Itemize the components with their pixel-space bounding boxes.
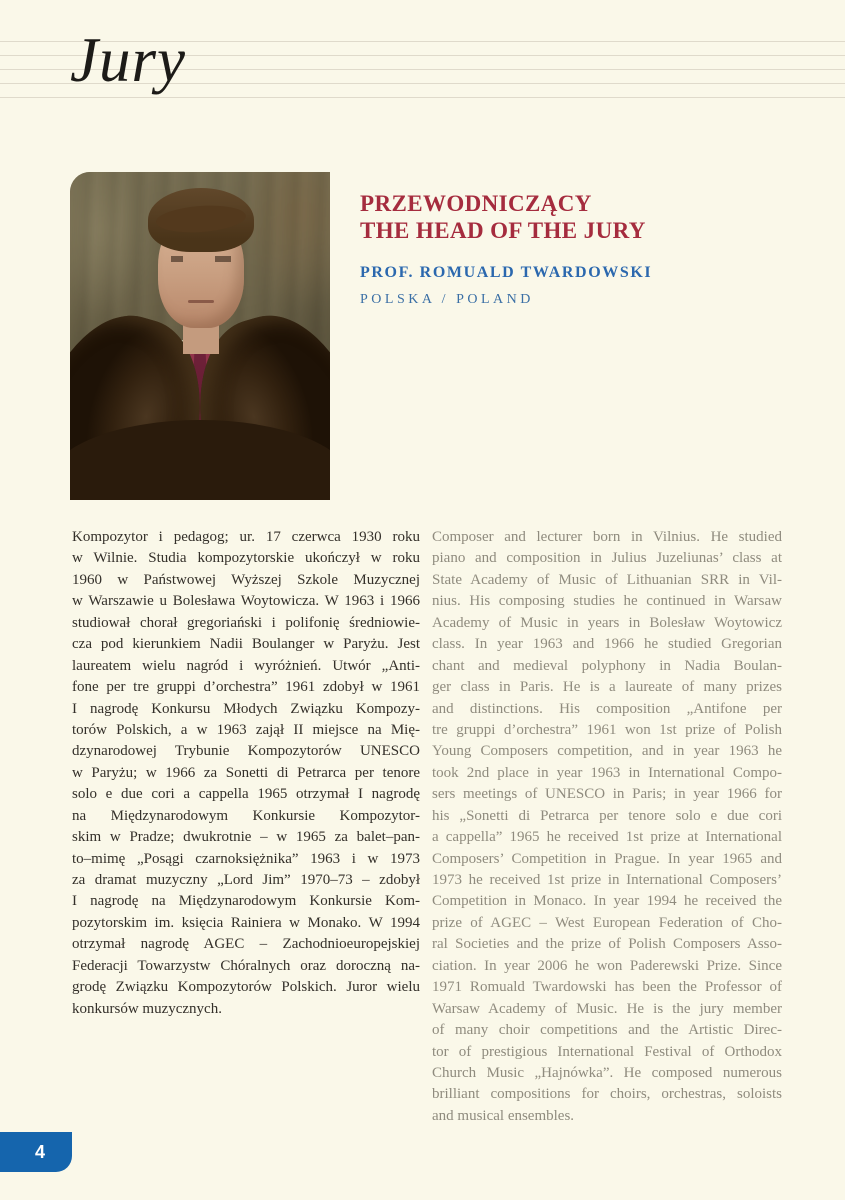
text-line: and distinctions. His composition „Antifone per [432,700,782,717]
text-line: a cappella” 1965 he received 1st prize at International [432,829,782,846]
text-line: studiował chorał gregoriański i polifonię średniowie- [72,614,420,631]
text-line: to–mimę „Posągi czarnoksiężnika” 1963 i w 1973 [72,850,420,867]
text-line: Composer and lecturer born in Vilnius. He studied [432,529,782,545]
photo-mouth [188,300,214,303]
text-line: fone per tre gruppi d’orchestra” 1961 zdobył w 1961 [72,679,420,696]
text-line: tre gruppi d’orchestra” 1961 won 1st prize of Polish [432,721,782,738]
text-line: State Academy of Music of Lithuanian SRR in Vil- [432,571,782,588]
text-line: za dramat muzyczny „Lord Jim” 1970–73 – zdobył [72,872,420,888]
text-line: piano and composition in Julius Juzeliunas’ class at [432,550,782,567]
juror-country: POLSKA / POLAND [360,292,534,307]
text-line: nius. His composing studies he continued in Warsaw [432,593,782,610]
text-line: Composers’ Competition in Prague. In year 1965 and [432,850,782,867]
text-line: ger class in Paris. He is a laureate of many prizes [432,679,782,696]
text-line: I nagrodę Konkursu Młodych Związku Kompozy- [72,700,420,717]
page-number-tab [0,1132,72,1172]
role-title-english: THE HEAD OF THE JURY [360,218,646,243]
text-line: ral Societies and the prize of Polish Composers Asso- [432,936,782,953]
text-line: pozytorskim im. księcia Rainiera w Monako. W 1994 [72,914,420,931]
text-line: tor of prestigious International Festival of Orthodox [432,1043,782,1060]
text-line: his „Sonetti di Petrarca per tenore solo e due cori [432,807,782,824]
text-line: w Warszawie u Bolesława Woytowicza. W 1963 i 1966 [72,593,420,610]
text-line: prize of AGEC – West European Federation of Cho- [432,914,782,931]
juror-name: PROF. ROMUALD TWARDOWSKI [360,264,653,281]
page-title: Jury [70,25,186,95]
text-line: dzynarodowej Trybunie Kompozytorów UNESCO [72,743,420,760]
portrait-photo [70,172,330,500]
text-line: 1973 he received 1st prize in International Composers’ [432,872,782,888]
text-line: grodę Związku Kompozytorów Polskich. Juror wielu [72,979,420,996]
staff-line [0,97,845,98]
text-line: torów Polskich, a w 1963 zajął II miejsce na Mię- [72,721,420,738]
bio-column-english [432,527,782,1127]
text-line: na Międzynarodowym Konkursie Kompozytor- [72,807,420,824]
bio-column-polish [72,527,420,1020]
text-line: I nagrodę na Międzynarodowym Konkursie Kom- [72,893,420,910]
text-line: Federacji Towarzystw Chóralnych oraz doroczną na- [72,957,420,974]
text-line: class. In year 1963 and 1966 he studied Gregorian [432,636,782,653]
text-line: of many choir competitions and the Artistic Direc- [432,1022,782,1039]
text-line: and musical ensembles. [432,1107,575,1124]
role-title-polish: PRZEWODNICZĄCY [360,191,592,216]
text-line: w Paryżu; w 1966 za Sonetti di Petrarca per tenore [72,764,420,781]
text-line: otrzymał nagrodę AGEC – Zachodnioeuropejskiej [72,936,420,953]
text-line: Young Composers competition, and in year 1963 he [432,743,782,760]
text-line: took 2nd place in year 1963 in International Compo- [432,764,782,781]
text-line: ciation. In year 2006 he won Paderewski Prize. Since [432,957,782,974]
text-line: laureatem wielu nagród i wyróżnień. Utwór „Anti- [72,657,420,674]
jury-head-block [360,190,652,308]
text-line: w Wilnie. Studia kompozytorskie ukończył w roku [72,550,420,567]
text-line: sers meetings of UNESCO in Paris; in year 1966 for [432,786,782,803]
text-line: solo e due cori a cappella 1965 otrzymał I nagrodę [72,786,420,803]
text-line: Competition in Monaco. In year 1994 he received the [432,893,782,910]
text-line: cza pod kierunkiem Nadii Boulanger w Paryżu. Jest [72,636,420,653]
text-line: Kompozytor i pedagog; ur. 17 czerwca 1930 roku [72,529,420,545]
text-line: Academy of Music in years in Bolesław Woytowicz [432,614,782,631]
page-number: 4 [34,1141,45,1162]
text-line: skim w Pradze; dwukrotnie – w 1965 za balet–pan- [72,829,420,846]
photo-fur-coat [70,420,330,500]
text-line: konkursów muzycznych. [72,1000,222,1017]
text-line: chant and medieval polyphony in Nadia Boulan- [432,657,782,674]
text-line: Warsaw Academy of Music. He is the jury member [432,1000,782,1017]
text-line: 1960 w Państwowej Wyższej Szkole Muzycznej [72,571,420,588]
photo-eyes [171,256,231,262]
text-line: 1971 Romuald Twardowski has been the Professor of [432,979,782,996]
text-line: brilliant compositions for choirs, orchestras, soloists [432,1086,782,1103]
text-line: Church Music „Hajnówka”. He composed numerous [432,1064,782,1081]
